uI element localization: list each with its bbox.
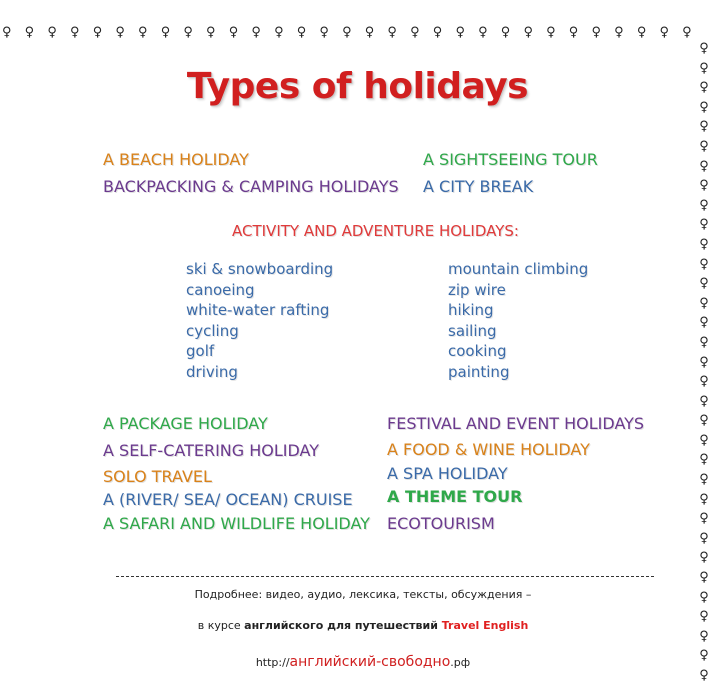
holiday-festival-event: FESTIVAL AND EVENT HOLIDAYS — [387, 414, 645, 433]
border-figure-icon: ♀ — [699, 99, 709, 115]
border-figure-icon: ♀ — [699, 60, 709, 76]
border-figure-icon: ♀ — [614, 25, 624, 40]
border-figure-icon: ♀ — [387, 25, 397, 40]
activity-item: driving — [186, 362, 238, 381]
border-figure-icon: ♀ — [523, 25, 533, 40]
activity-item: mountain climbing — [448, 260, 589, 278]
border-figure-icon: ♀ — [699, 80, 709, 96]
border-figure-icon: ♀ — [500, 25, 511, 40]
border-figure-icon: ♀ — [699, 295, 709, 311]
holiday-ecotourism: ECOTOURISM — [387, 514, 495, 533]
border-figure-icon: ♀ — [699, 452, 709, 468]
border-figure-icon: ♀ — [699, 393, 709, 409]
activity-heading: ACTIVITY AND ADVENTURE HOLIDAYS: — [232, 222, 519, 240]
border-figure-icon: ♀ — [699, 217, 709, 233]
border-figure-icon: ♀ — [183, 25, 193, 40]
holiday-theme-tour: A THEME TOUR — [387, 487, 523, 506]
border-figure-icon: ♀ — [699, 334, 709, 350]
activity-item: hiking — [448, 301, 494, 320]
footer-brand: Travel English — [441, 619, 529, 632]
activity-item: white-water rafting — [186, 301, 330, 320]
footer-line-2 — [33, 619, 693, 632]
border-figure-icon: ♀ — [206, 25, 216, 40]
border-figure-icon: ♀ — [92, 25, 103, 40]
border-figure-icon: ♀ — [699, 609, 709, 625]
activity-item: ski & snowboarding — [186, 260, 334, 278]
dashed-divider — [116, 576, 654, 577]
border-figure-icon: ♀ — [568, 25, 579, 40]
holiday-city-break: A CITY BREAK — [423, 177, 534, 196]
decorative-border-top — [2, 24, 692, 42]
border-figure-icon: ♀ — [228, 25, 239, 40]
border-figure-icon: ♀ — [699, 530, 709, 546]
activity-item: sailing — [448, 321, 497, 340]
border-figure-icon: ♀ — [682, 25, 692, 40]
decorative-border-right — [695, 40, 713, 685]
border-figure-icon: ♀ — [699, 628, 709, 644]
footer-url[interactable] — [33, 654, 693, 670]
border-figure-icon: ♀ — [699, 197, 709, 213]
border-figure-icon: ♀ — [699, 432, 709, 448]
holiday-food-wine: A FOOD & WINE HOLIDAY — [387, 440, 590, 459]
footer-course-bold: английского для путешествий — [244, 619, 442, 632]
border-figure-icon: ♀ — [24, 25, 35, 40]
border-figure-icon: ♀ — [699, 550, 709, 566]
border-figure-icon: ♀ — [699, 374, 709, 390]
border-figure-icon: ♀ — [410, 25, 420, 40]
border-figure-icon: ♀ — [699, 668, 709, 683]
border-figure-icon: ♀ — [699, 472, 709, 488]
border-figure-icon: ♀ — [699, 276, 709, 292]
border-figure-icon: ♀ — [455, 25, 465, 40]
holiday-cruise: A (RIVER/ SEA/ OCEAN) CRUISE — [103, 490, 353, 509]
border-figure-icon: ♀ — [699, 315, 709, 331]
border-figure-icon: ♀ — [699, 256, 709, 272]
border-figure-icon: ♀ — [251, 25, 261, 40]
border-figure-icon: ♀ — [364, 25, 375, 40]
border-figure-icon: ♀ — [699, 178, 709, 194]
holiday-spa: A SPA HOLIDAY — [387, 464, 508, 483]
holiday-package: A PACKAGE HOLIDAY — [103, 414, 268, 433]
border-figure-icon: ♀ — [636, 25, 647, 40]
border-figure-icon: ♀ — [699, 41, 709, 56]
activity-item: zip wire — [448, 280, 506, 299]
holiday-safari-wildlife: A SAFARI AND WILDLIFE HOLIDAY — [103, 514, 370, 533]
footer-line-1: Подробнее: видео, аудио, лексика, тексты, обсуждения – — [194, 588, 532, 601]
border-figure-icon: ♀ — [115, 25, 125, 40]
holiday-beach: A BEACH HOLIDAY — [103, 150, 249, 169]
border-figure-icon: ♀ — [699, 491, 709, 507]
activity-item: cooking — [448, 342, 507, 361]
border-figure-icon: ♀ — [591, 25, 601, 40]
holiday-sightseeing: A SIGHTSEEING TOUR — [423, 150, 598, 169]
border-figure-icon: ♀ — [659, 25, 670, 40]
border-figure-icon: ♀ — [699, 511, 709, 527]
border-figure-icon: ♀ — [699, 413, 709, 429]
border-figure-icon: ♀ — [160, 25, 171, 40]
url-suffix: .рф — [450, 656, 471, 669]
border-figure-icon: ♀ — [138, 25, 148, 40]
border-figure-icon: ♀ — [699, 138, 709, 154]
activity-item: cycling — [186, 321, 239, 340]
border-figure-icon: ♀ — [2, 25, 12, 40]
holiday-self-catering: A SELF-CATERING HOLIDAY — [103, 441, 320, 460]
activity-item: golf — [186, 342, 215, 361]
border-figure-icon: ♀ — [699, 158, 709, 174]
border-figure-icon: ♀ — [70, 25, 80, 40]
activity-item: canoeing — [186, 280, 255, 299]
border-figure-icon: ♀ — [342, 25, 352, 40]
border-figure-icon: ♀ — [699, 589, 709, 605]
border-figure-icon: ♀ — [699, 570, 709, 586]
page-title: Types of holidays — [186, 66, 529, 107]
border-figure-icon: ♀ — [296, 25, 307, 40]
activities-right-list — [448, 259, 588, 383]
url-prefix: http:// — [255, 656, 290, 669]
border-figure-icon: ♀ — [699, 648, 709, 664]
border-figure-icon: ♀ — [319, 25, 329, 40]
activities-left-list — [186, 259, 333, 383]
border-figure-icon: ♀ — [432, 25, 443, 40]
border-figure-icon: ♀ — [699, 236, 709, 252]
border-figure-icon: ♀ — [699, 354, 709, 370]
border-figure-icon: ♀ — [274, 25, 284, 40]
url-domain-link[interactable]: английский-свободно — [289, 654, 451, 670]
holiday-solo-travel: SOLO TRAVEL — [103, 467, 212, 486]
footer-course-prefix: в курсе — [197, 619, 245, 632]
border-figure-icon: ♀ — [546, 25, 556, 40]
border-figure-icon: ♀ — [47, 25, 57, 40]
border-figure-icon: ♀ — [478, 25, 488, 40]
border-figure-icon: ♀ — [699, 119, 709, 135]
activity-item: painting — [448, 362, 510, 381]
holiday-backpacking-camping: BACKPACKING & CAMPING HOLIDAYS — [103, 177, 399, 196]
